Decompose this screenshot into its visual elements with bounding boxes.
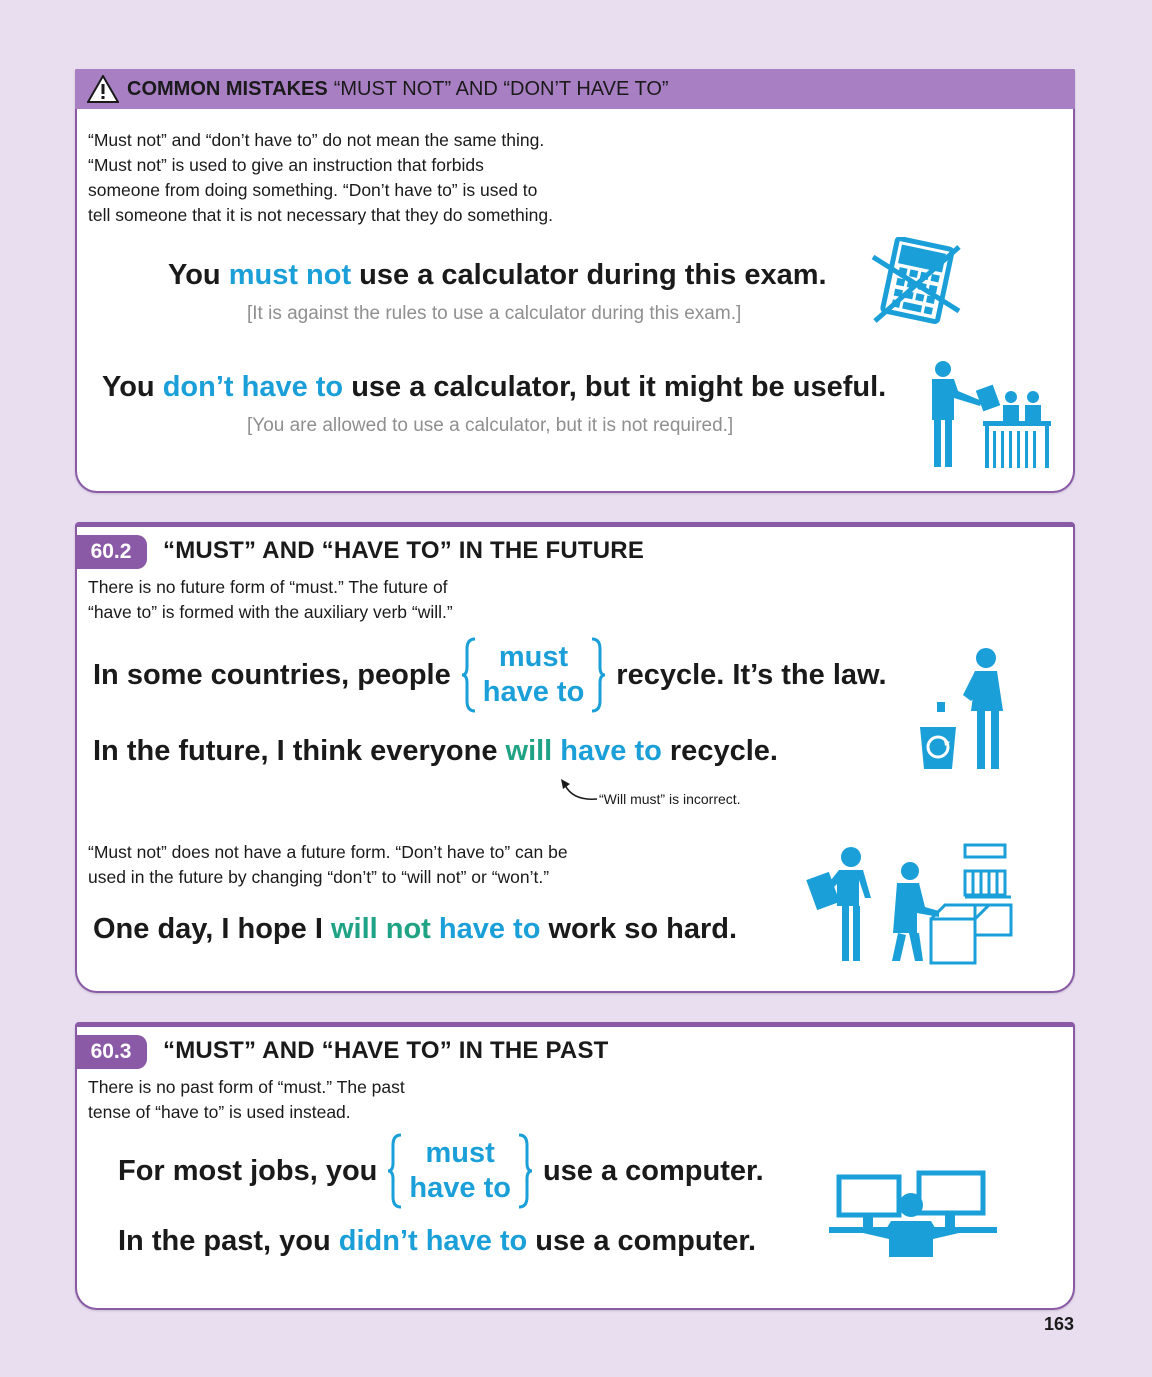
section-60-2-panel — [75, 522, 1075, 993]
crossed-calculator-icon — [867, 237, 967, 327]
option-pair — [409, 1136, 511, 1206]
example-didnt-have-to: In the past, you didn’t have to use a computer. — [118, 1225, 757, 1257]
gloss-must-not: [It is against the rules to use a calculator during this exam.] — [247, 303, 742, 324]
teacher-students-icon — [923, 359, 1053, 471]
common-mistakes-panel — [75, 69, 1075, 493]
left-brace-icon — [461, 637, 477, 713]
paragraph-line: There is no past form of “must.” The past — [88, 1077, 405, 1097]
option-have-to: have to — [409, 1172, 511, 1204]
paragraph-line: “Must not” and “don’t have to” do not mean the same thing. — [88, 130, 545, 150]
example-will-not-have-to: One day, I hope I will not have to work so hard. — [93, 913, 738, 945]
paragraph-line: used in the future by changing “don’t” to “will not” or “won’t.” — [88, 867, 550, 887]
intro-paragraph — [88, 128, 553, 228]
section-title: “MUST” AND “HAVE TO” IN THE FUTURE — [163, 537, 645, 564]
paragraph-line: someone from doing something. “Don’t have to” is used to — [88, 180, 538, 200]
incorrect-note: “Will must” is incorrect. — [599, 791, 741, 807]
intro-paragraph — [88, 575, 453, 625]
option-have-to: have to — [482, 676, 585, 708]
section-number: 60.2 — [75, 535, 147, 569]
left-brace-icon — [387, 1133, 403, 1209]
section-number: 60.3 — [75, 1035, 147, 1069]
example-must-have-to-present — [93, 637, 887, 713]
future-paragraph — [88, 840, 568, 890]
example-must-have-to-jobs — [118, 1133, 764, 1209]
example-must-not: You must not use a calculator during this exam. — [168, 259, 827, 291]
header-label-rest: “MUST NOT” AND “DON’T HAVE TO” — [333, 77, 669, 100]
example-text: In some countries, people — [93, 658, 451, 691]
section-60-3-panel — [75, 1022, 1075, 1310]
header-label-bold: COMMON MISTAKES — [127, 77, 328, 100]
right-brace-icon — [517, 1133, 533, 1209]
example-text: recycle. It’s the law. — [616, 658, 887, 691]
example-text: use a computer. — [542, 1154, 764, 1187]
computer-user-icon — [827, 1167, 999, 1257]
paragraph-line: There is no future form of “must.” The future of — [88, 577, 448, 597]
right-brace-icon — [590, 637, 606, 713]
curved-arrow-icon — [559, 779, 599, 805]
example-will-have-to: In the future, I think everyone will have to recycle. — [93, 735, 778, 767]
paragraph-line: “Must not” is used to give an instruction that forbids — [88, 155, 484, 175]
example-dont-have-to: You don’t have to use a calculator, but it might be useful. — [102, 371, 887, 403]
warning-icon — [87, 75, 119, 103]
option-must: must — [498, 641, 569, 673]
recycling-person-icon — [917, 647, 1012, 772]
option-pair — [483, 640, 585, 710]
intro-paragraph — [88, 1075, 405, 1125]
gloss-dont-have-to: [You are allowed to use a calculator, but it is not required.] — [247, 415, 734, 436]
common-mistakes-header — [75, 69, 1075, 109]
paragraph-line: “have to” is formed with the auxiliary verb “will.” — [88, 602, 453, 622]
example-text: For most jobs, you — [118, 1154, 378, 1187]
paragraph-line: tell someone that it is not necessary that they do something. — [88, 205, 553, 225]
office-workers-icon — [805, 837, 1015, 967]
paragraph-line: “Must not” does not have a future form. “Don’t have to” can be — [88, 842, 568, 862]
paragraph-line: tense of “have to” is used instead. — [88, 1102, 351, 1122]
page-number: 163 — [1044, 1314, 1075, 1334]
option-must: must — [425, 1137, 495, 1169]
section-title: “MUST” AND “HAVE TO” IN THE PAST — [163, 1037, 609, 1064]
